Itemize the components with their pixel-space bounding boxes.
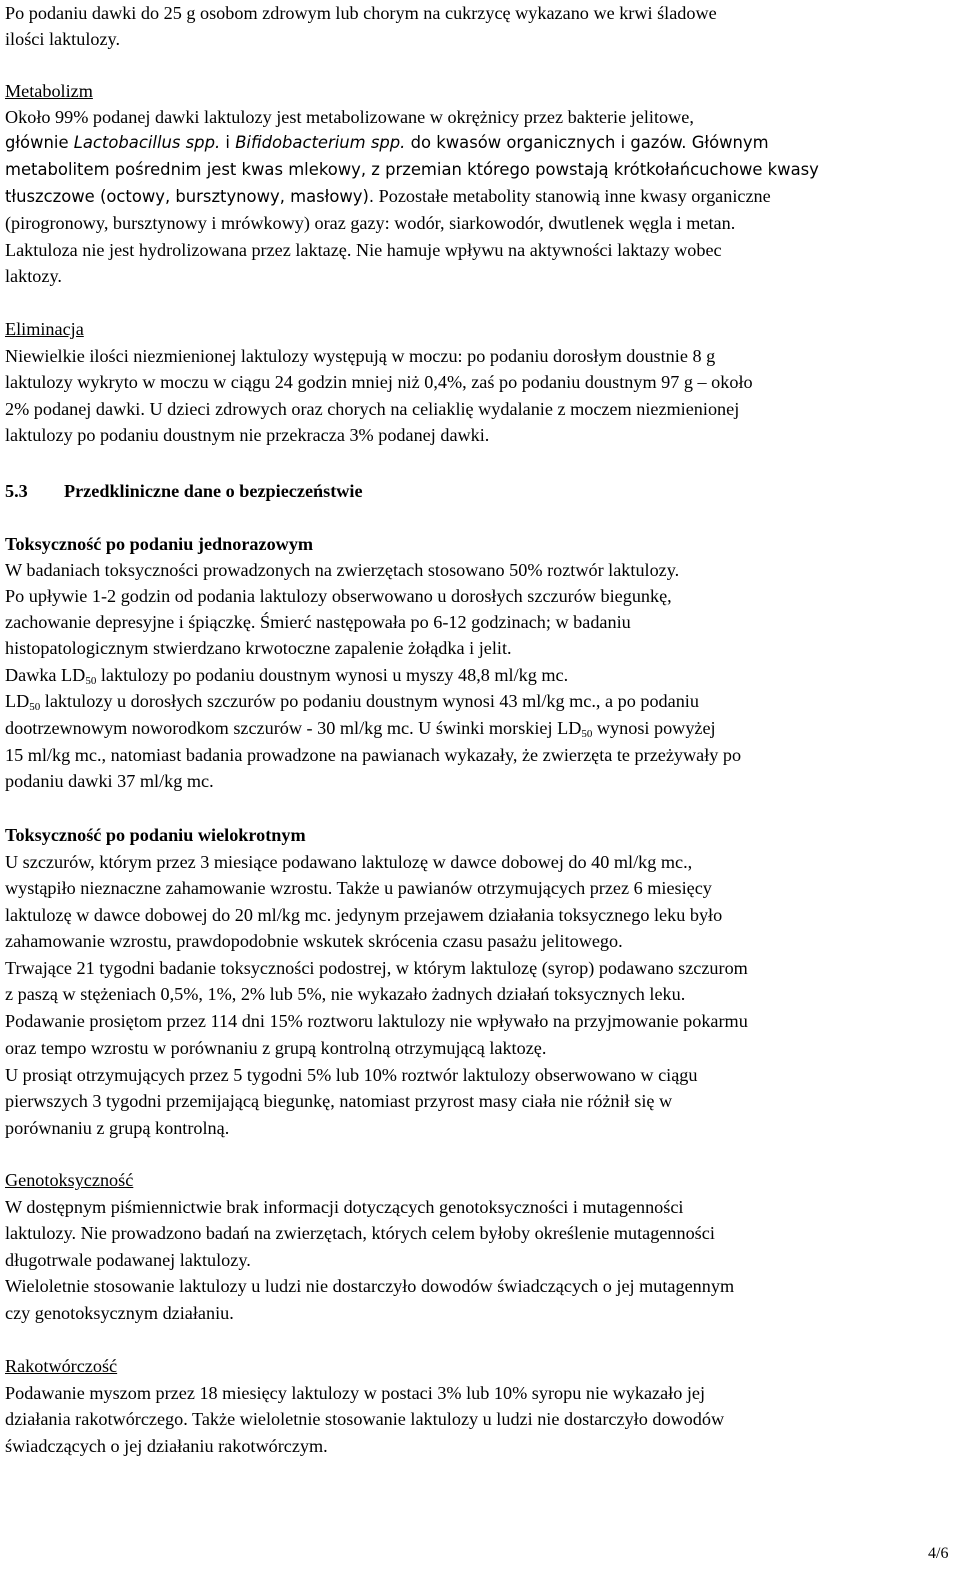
section-title: Przedkliniczne dane o bezpieczeństwie	[64, 481, 363, 501]
text-segment: laktulozy po podaniu doustnym wynosi u myszy 48,8 ml/kg mc.	[96, 665, 569, 685]
rakotworczosc-heading: Rakotwórczość	[5, 1356, 118, 1376]
jednorazowa-heading: Toksyczność po podaniu jednorazowym	[5, 534, 314, 554]
rakotworczosc-line: działania rakotwórczego. Także wieloletnie stosowanie laktulozy u ludzi nie dostarczyło dowodów	[5, 1409, 725, 1429]
jednorazowa-line-6	[5, 688, 699, 714]
metabolizm-line-3: metabolitem pośrednim jest kwas mlekowy, z przemian którego powstają krótkołańcuchowe kwasy	[5, 160, 819, 179]
jednorazowa-line-7	[5, 715, 716, 741]
wielokrotna-line: Trwające 21 tygodni badanie toksyczności podostrej, w którym laktulozę (syrop) podawano szczurom	[5, 958, 748, 978]
wielokrotna-line: laktulozę w dawce dobowej do 20 ml/kg mc. jedynym przejawem działania toksycznego leku było	[5, 905, 723, 925]
metabolizm-line-5: (pirogronowy, bursztynowy i mrówkowy) oraz gazy: wodór, siarkowodór, dwutlenek węgla i metan.	[5, 213, 736, 233]
section-heading	[5, 478, 363, 504]
genotoksycznosc-heading: Genotoksyczność	[5, 1170, 134, 1190]
wielokrotna-line: Podawanie prosiętom przez 114 dni 15% roztworu laktulozy nie wpływało na przyjmowanie pokarmu	[5, 1011, 748, 1031]
text-segment: wynosi powyżej	[592, 718, 716, 738]
wielokrotna-line: zahamowanie wzrostu, prawdopodobnie wskutek skrócenia czasu pasażu jelitowego.	[5, 931, 623, 951]
section-number: 5.3	[5, 481, 28, 501]
text-segment: Pozostałe metabolity stanowią inne kwasy organiczne	[374, 186, 771, 206]
genotoksycznosc-line: czy genotoksycznym działaniu.	[5, 1303, 234, 1323]
jednorazowa-line-8: 15 ml/kg mc., natomiast badania prowadzone na pawianach wykazały, że zwierzęta te przeżywały po	[5, 745, 742, 765]
subscript: 50	[29, 701, 41, 713]
intro-line-2: ilości laktulozy.	[5, 29, 120, 49]
wielokrotna-line: pierwszych 3 tygodni przemijającą biegunkę, natomiast przyrost masy ciała nie różnił się w	[5, 1091, 673, 1111]
wielokrotna-heading: Toksyczność po podaniu wielokrotnym	[5, 825, 306, 845]
wielokrotna-line: oraz tempo wzrostu w porównaniu z grupą kontrolną otrzymującą laktozę.	[5, 1038, 547, 1058]
wielokrotna-line: wystąpiło nieznaczne zahamowanie wzrostu. Także u pawianów otrzymujących przez 6 miesięcy	[5, 878, 712, 898]
jednorazowa-line-1: W badaniach toksyczności prowadzonych na zwierzętach stosowano 50% roztwór laktulozy.	[5, 560, 680, 580]
bifidobacterium-name: Bifidobacterium spp.	[235, 133, 406, 152]
rakotworczosc-line: Podawanie myszom przez 18 miesięcy laktulozy w postaci 3% lub 10% syropu nie wykazało jej	[5, 1383, 706, 1403]
genotoksycznosc-line: długotrwale podawanej laktulozy.	[5, 1250, 251, 1270]
lactobacillus-name: Lactobacillus spp.	[73, 133, 221, 152]
text-segment: do kwasów organicznych i gazów. Głównym	[405, 133, 769, 152]
subscript: 50	[581, 728, 593, 740]
intro-line-1: Po podaniu dawki do 25 g osobom zdrowym lub chorym na cukrzycę wykazano we krwi śladowe	[5, 3, 717, 23]
text-segment: tłuszczowe (octowy, bursztynowy, masłowy).	[5, 187, 375, 206]
text-segment: LD	[5, 691, 30, 711]
genotoksycznosc-line: Wieloletnie stosowanie laktulozy u ludzi nie dostarczyło dowodów świadczących o jej mutagennym	[5, 1276, 735, 1296]
eliminacja-line-2: laktulozy wykryto w moczu w ciągu 24 godzin mniej niż 0,4%, zaś po podaniu doustnym 97 g – około	[5, 372, 753, 392]
wielokrotna-line: U prosiąt otrzymujących przez 5 tygodni 5% lub 10% roztwór laktulozy obserwowano w ciągu	[5, 1065, 698, 1085]
jednorazowa-line-2: Po upływie 1-2 godzin od podania laktulozy obserwowano u dorosłych szczurów biegunkę,	[5, 586, 672, 606]
metabolizm-line-4	[5, 183, 771, 210]
metabolizm-line-6: Laktuloza nie jest hydrolizowana przez laktazę. Nie hamuje wpływu na aktywności laktazy wobec	[5, 240, 722, 260]
text-segment: dootrzewnowym noworodkom szczurów - 30 ml/kg mc. U świnki morskiej LD	[5, 718, 582, 738]
wielokrotna-line: U szczurów, którym przez 3 miesiące podawano laktulozę w dawce dobowej do 40 ml/kg mc.,	[5, 852, 693, 872]
wielokrotna-line: porównaniu z grupą kontrolną.	[5, 1118, 230, 1138]
rakotworczosc-line: świadczących o jej działaniu rakotwórczym.	[5, 1436, 328, 1456]
eliminacja-line-3: 2% podanej dawki. U dzieci zdrowych oraz chorych na celiaklię wydalanie z moczem niezmienionej	[5, 399, 740, 419]
text-segment: Dawka LD	[5, 665, 86, 685]
jednorazowa-line-5	[5, 662, 568, 688]
jednorazowa-line-4: histopatologicznym stwierdzano krwotoczne zapalenie żołądka i jelit.	[5, 638, 512, 658]
eliminacja-line-1: Niewielkie ilości niezmienionej laktulozy występują w moczu: po podaniu dorosłym doustnie 8 g	[5, 346, 716, 366]
metabolizm-line-2	[5, 130, 769, 156]
text-segment: głównie	[5, 133, 74, 152]
page-number: 4/6	[928, 1545, 949, 1562]
metabolizm-heading: Metabolizm	[5, 81, 93, 101]
subscript: 50	[85, 675, 97, 687]
text-segment: i	[220, 133, 236, 152]
genotoksycznosc-line: W dostępnym piśmiennictwie brak informacji dotyczących genotoksyczności i mutagenności	[5, 1197, 684, 1217]
text-segment: laktulozy u dorosłych szczurów po podaniu doustnym wynosi 43 ml/kg mc., a po podaniu	[40, 691, 699, 711]
jednorazowa-line-3: zachowanie depresyjne i śpiączkę. Śmierć następowała po 6-12 godzinach; w badaniu	[5, 612, 631, 632]
metabolizm-line-7: laktozy.	[5, 266, 62, 286]
wielokrotna-line: z paszą w stężeniach 0,5%, 1%, 2% lub 5%, nie wykazało żadnych działań toksycznych leku.	[5, 984, 686, 1004]
genotoksycznosc-line: laktulozy. Nie prowadzono badań na zwierzętach, których celem byłoby określenie mutagenności	[5, 1223, 715, 1243]
metabolizm-line-1: Około 99% podanej dawki laktulozy jest metabolizowane w okrężnicy przez bakterie jelitowe,	[5, 107, 694, 127]
jednorazowa-line-9: podaniu dawki 37 ml/kg mc.	[5, 771, 214, 791]
eliminacja-line-4: laktulozy po podaniu doustnym nie przekracza 3% podanej dawki.	[5, 425, 490, 445]
eliminacja-heading: Eliminacja	[5, 319, 84, 339]
